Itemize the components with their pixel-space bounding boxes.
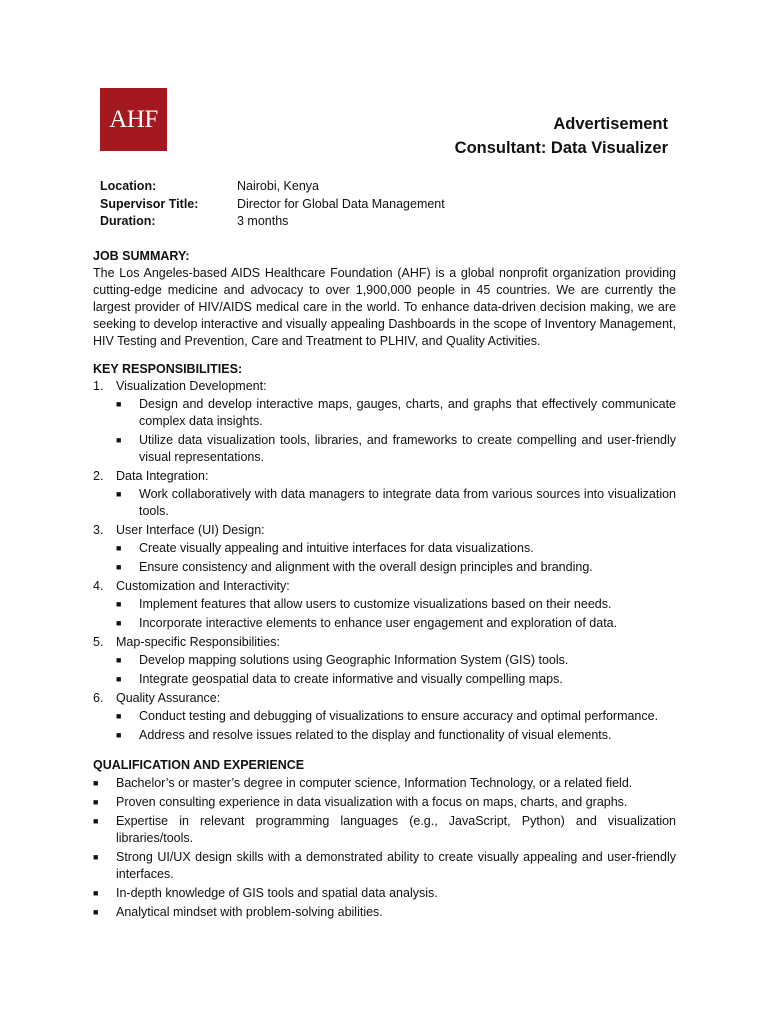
qualifications-heading: QUALIFICATION AND EXPERIENCE (93, 758, 305, 772)
qualification-text: Proven consulting experience in data visualization with a focus on maps, charts, and graphs. (116, 795, 628, 809)
bullet-item (93, 671, 676, 688)
meta-label: Location: (100, 179, 157, 193)
responsibility-title: Quality Assurance: (116, 691, 221, 705)
responsibility-bullets (93, 540, 676, 576)
bullet-item (93, 727, 676, 744)
job-summary-text: The Los Angeles-based AIDS Healthcare Foundation (AHF) is a global nonprofit organization providing cutting-edge medicine and advocacy to over 1,900,000 people in 45 countries. We are currently the largest provider of HIV/AIDS medical care in the world. To enhance data-driven decision making, we are seeking to develop interactive and visually appealing Dashboards in the scope of Inventory Management, HIV Testing and Prevention, Care and Treatment to PLHIV, and Quality Activities. (93, 266, 676, 348)
responsibilities-list (93, 378, 676, 744)
bullet-item (93, 615, 676, 632)
meta-label: Duration: (100, 214, 156, 228)
responsibility-number: 6. (93, 691, 104, 705)
qualifications-list (93, 775, 676, 921)
square-bullet-icon: ■ (93, 888, 99, 898)
responsibility-number: 1. (93, 379, 104, 393)
bullet-item (93, 396, 676, 430)
square-bullet-icon: ■ (116, 730, 122, 740)
square-bullet-icon: ■ (116, 599, 122, 609)
square-bullet-icon: ■ (116, 399, 122, 409)
responsibility-item (93, 690, 676, 744)
responsibility-title-row (93, 468, 676, 485)
responsibility-title-row (93, 690, 676, 707)
meta-value: 3 months (237, 214, 289, 228)
bullet-text: Work collaboratively with data managers to integrate data from various sources into visualization tools. (139, 487, 676, 518)
bullet-text: Utilize data visualization tools, libraries, and frameworks to create compelling and user-friendly visual representations. (139, 433, 676, 464)
bullet-text: Develop mapping solutions using Geographic Information System (GIS) tools. (139, 653, 569, 667)
square-bullet-icon: ■ (116, 674, 122, 684)
bullet-item (93, 652, 676, 669)
responsibility-title-row (93, 634, 676, 651)
responsibility-title: Customization and Interactivity: (116, 579, 290, 593)
square-bullet-icon: ■ (116, 618, 122, 628)
responsibilities-heading: KEY RESPONSIBILITIES: (93, 362, 243, 376)
title-advertisement: Advertisement (553, 115, 668, 133)
qualification-text: Strong UI/UX design skills with a demonstrated ability to create visually appealing and user-friendly interfaces. (116, 850, 676, 881)
responsibility-item (93, 468, 676, 520)
square-bullet-icon: ■ (93, 852, 99, 862)
bullet-text: Incorporate interactive elements to enhance user engagement and exploration of data. (139, 616, 618, 630)
document-title (455, 112, 668, 160)
qualification-item (93, 794, 676, 811)
responsibility-item (93, 578, 676, 632)
responsibility-title-row (93, 522, 676, 539)
responsibility-item (93, 378, 676, 466)
title-position: Consultant: Data Visualizer (454, 139, 668, 157)
bullet-text: Create visually appealing and intuitive interfaces for data visualizations. (139, 541, 534, 555)
bullet-item (93, 486, 676, 520)
qualification-item (93, 849, 676, 883)
bullet-text: Design and develop interactive maps, gauges, charts, and graphs that effectively communicate complex data insights. (139, 397, 676, 428)
qualification-item (93, 885, 676, 902)
bullet-item (93, 596, 676, 613)
bullet-item (93, 559, 676, 576)
responsibility-title: User Interface (UI) Design: (116, 523, 265, 537)
responsibility-item (93, 634, 676, 688)
responsibility-bullets (93, 708, 676, 744)
bullet-text: Implement features that allow users to customize visualizations based on their needs. (139, 597, 612, 611)
meta-value: Director for Global Data Management (237, 196, 445, 211)
responsibility-title-row (93, 578, 676, 595)
qualification-item (93, 775, 676, 792)
responsibility-number: 5. (93, 635, 104, 649)
responsibility-title: Visualization Development: (116, 379, 267, 393)
meta-value: Nairobi, Kenya (237, 179, 319, 193)
qualification-item (93, 813, 676, 847)
qualification-text: Bachelor’s or master’s degree in computer science, Information Technology, or a related field. (116, 776, 633, 790)
meta-row-duration (100, 213, 445, 231)
bullet-text: Ensure consistency and alignment with the overall design principles and branding. (139, 560, 593, 574)
meta-row-supervisor (100, 196, 445, 214)
bullet-item (93, 432, 676, 466)
responsibility-bullets (93, 486, 676, 520)
square-bullet-icon: ■ (116, 711, 122, 721)
responsibility-number: 3. (93, 523, 104, 537)
responsibility-number: 4. (93, 579, 104, 593)
bullet-item (93, 540, 676, 557)
square-bullet-icon: ■ (116, 489, 122, 499)
ahf-logo (100, 88, 167, 151)
responsibility-title-row (93, 378, 676, 395)
square-bullet-icon: ■ (93, 778, 99, 788)
responsibility-item (93, 522, 676, 576)
responsibility-number: 2. (93, 469, 104, 483)
square-bullet-icon: ■ (116, 435, 122, 445)
job-summary-heading: JOB SUMMARY: (93, 249, 190, 263)
square-bullet-icon: ■ (93, 816, 99, 826)
document-body (93, 248, 676, 923)
job-meta (100, 178, 445, 231)
qualification-text: Analytical mindset with problem-solving abilities. (116, 905, 383, 919)
square-bullet-icon: ■ (116, 562, 122, 572)
responsibility-title: Map-specific Responsibilities: (116, 635, 280, 649)
responsibility-bullets (93, 396, 676, 466)
meta-label: Supervisor Title: (100, 196, 199, 211)
responsibility-bullets (93, 596, 676, 632)
bullet-item (93, 708, 676, 725)
qualification-text: In-depth knowledge of GIS tools and spatial data analysis. (116, 886, 438, 900)
bullet-text: Conduct testing and debugging of visualizations to ensure accuracy and optimal performance. (139, 709, 659, 723)
bullet-text: Integrate geospatial data to create informative and visually compelling maps. (139, 672, 563, 686)
logo-text: AHF (109, 105, 158, 133)
square-bullet-icon: ■ (93, 907, 99, 917)
square-bullet-icon: ■ (93, 797, 99, 807)
square-bullet-icon: ■ (116, 655, 122, 665)
bullet-text: Address and resolve issues related to the display and functionality of visual elements. (139, 728, 612, 742)
meta-row-location (100, 178, 445, 196)
responsibility-title: Data Integration: (116, 469, 209, 483)
responsibility-bullets (93, 652, 676, 688)
qualification-item (93, 904, 676, 921)
square-bullet-icon: ■ (116, 543, 122, 553)
qualification-text: Expertise in relevant programming languages (e.g., JavaScript, Python) and visualization libraries/tools. (116, 814, 676, 845)
